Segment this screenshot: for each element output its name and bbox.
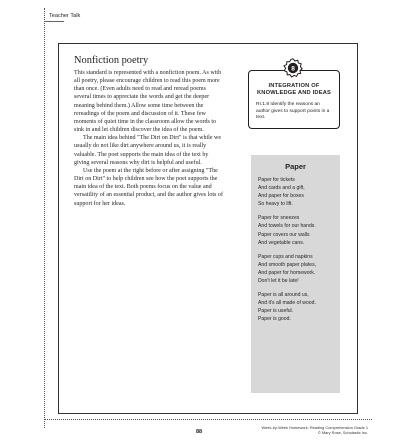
poem-line: Paper for tickets — [258, 177, 295, 183]
poem-stanza — [258, 214, 338, 246]
poem-line: Paper is good. — [258, 316, 291, 323]
poem-line: Paper is all around us, — [258, 292, 309, 299]
section-header: Teacher Talk — [49, 13, 81, 19]
poem-line: Paper covers our walls — [258, 231, 310, 238]
poem-lines — [258, 176, 338, 330]
poem-line: So heavy to lift. — [258, 201, 293, 208]
poem-line: And vegetable cans. — [258, 239, 305, 246]
standard-title — [249, 83, 339, 97]
poem-line: And it's all made of wood. — [258, 300, 316, 307]
standard-text: Identify the reasons an author gives to support points in a text. — [256, 102, 330, 121]
poem-box — [251, 155, 340, 393]
standard-title-line: INTEGRATION OF — [268, 83, 320, 89]
article-paragraph: This standard is represented with a nonfiction poem. As with all poetry, please encourage children to read this poem more than once. (Even adults need to read and reread poems several times to appreciate the words and get the deeper meaning behind them.) Allow some time between the rereadings of the poem and discussion of it. These few moments of quiet time in the classroom allow the words to sink in and let children discover the idea of the poem. — [74, 70, 222, 134]
poem-line: And paper for boxes — [258, 193, 304, 200]
page-bottom-line — [44, 419, 372, 420]
page-margin-line — [44, 8, 45, 428]
poem-stanza — [258, 176, 338, 208]
poem-stanza — [258, 291, 338, 323]
footer-line: © Mary Rose, Scholastic Inc. — [317, 429, 368, 435]
article-paragraph: The main idea behind "The Dirt on Dirt" is that while we usually do not like dirt anywhere around us, it is really valuable. The poet supports the main idea of the text by giving several reasons why dirt is helpful and useful. — [74, 135, 222, 166]
standard-code: RI.1.8 — [256, 102, 270, 107]
article-title: Nonfiction poetry — [74, 55, 149, 66]
poem-line: Don't let it be late! — [258, 278, 299, 285]
standard-box — [248, 70, 340, 129]
article-paragraph: Use the poem at the right before or after assigning "The Dirt on Dirt" to help children see how the poet supports the main idea of the text. Both poems focus on the value and versatility of an essential product, and the author gives lots of support for her ideas. — [74, 167, 223, 207]
footer-credit — [262, 426, 368, 436]
poem-line: Paper for sneezes — [258, 215, 300, 222]
poem-line: Paper is useful. — [258, 308, 294, 315]
standard-badge-icon — [283, 58, 303, 78]
page-number: 88 — [196, 429, 203, 435]
standard-description — [256, 102, 334, 122]
poem-stanza — [258, 253, 338, 285]
poem-line: Paper cups and napkins — [258, 253, 313, 260]
article-body — [74, 69, 224, 208]
header-rule — [44, 21, 64, 22]
poem-line: And towels for our hands. — [258, 223, 316, 230]
standard-title-line: KNOWLEDGE AND IDEAS — [256, 90, 332, 96]
poem-line: And smooth paper plates, — [258, 261, 317, 268]
standard-badge-number: 8 — [291, 65, 295, 73]
poem-title: Paper — [285, 162, 306, 171]
poem-line: And cards and a gift, — [258, 185, 305, 192]
poem-line: And paper for homework. — [258, 269, 316, 276]
footer-line: Week-by-Week Homework: Reading Comprehension Grade 1 — [261, 425, 368, 430]
